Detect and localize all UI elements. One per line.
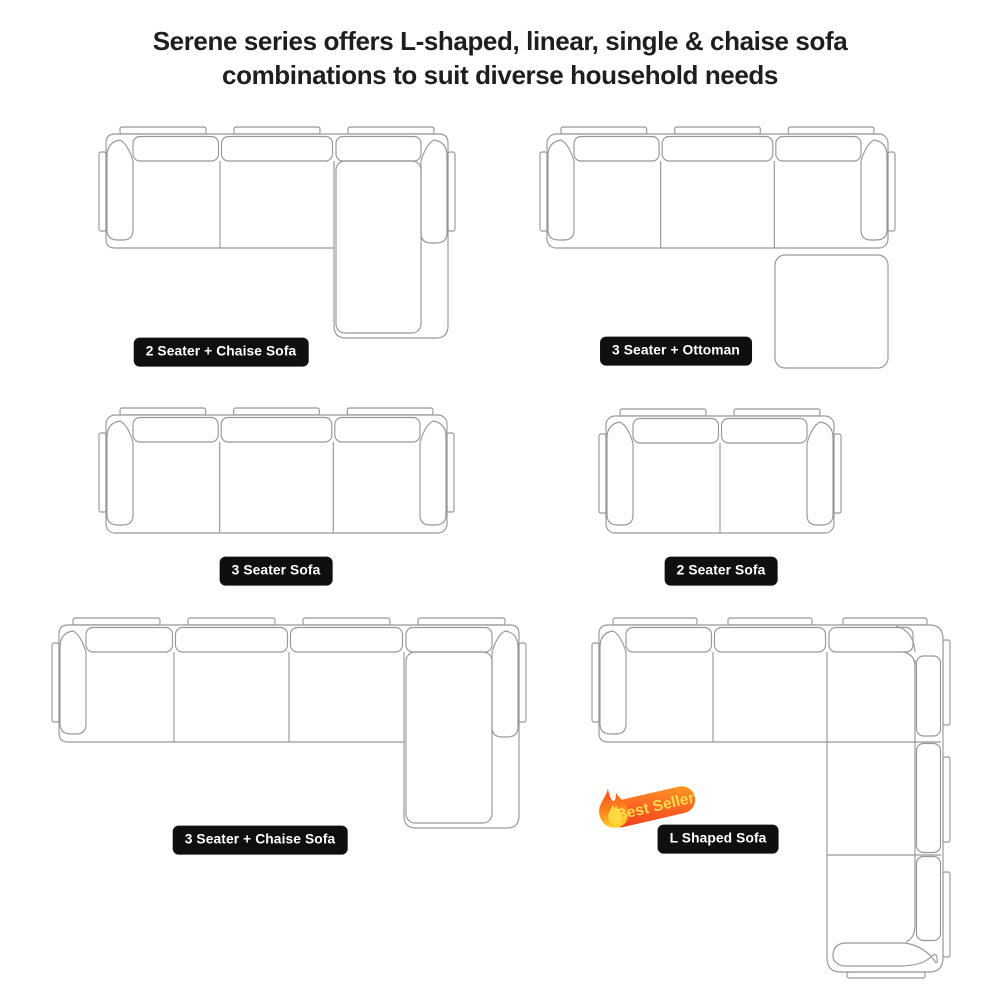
label-l-shaped-sofa: L Shaped Sofa: [658, 825, 779, 854]
label-2-seater-chaise-sofa: 2 Seater + Chaise Sofa: [134, 338, 309, 367]
label-3-seater-sofa: 3 Seater Sofa: [220, 557, 333, 586]
title-line-1: Serene series offers L-shaped, linear, single & chaise sofa: [152, 26, 848, 56]
label-2-seater-sofa: 2 Seater Sofa: [665, 557, 778, 586]
label-3-seater-ottoman: 3 Seater + Ottoman: [600, 337, 752, 366]
best-seller-text: Best Seller: [614, 789, 697, 825]
label-3-seater-chaise-sofa: 3 Seater + Chaise Sofa: [173, 826, 348, 855]
sofa-3-seater: [99, 408, 454, 533]
sofa-2-seater-chaise: [99, 127, 455, 338]
sofa-2-seater: [599, 409, 841, 533]
sofa-3-seater-chaise: [52, 618, 526, 828]
sofa-3-seater-ottoman: [540, 127, 895, 368]
title-line-2: combinations to suit diverse household needs: [222, 60, 778, 90]
